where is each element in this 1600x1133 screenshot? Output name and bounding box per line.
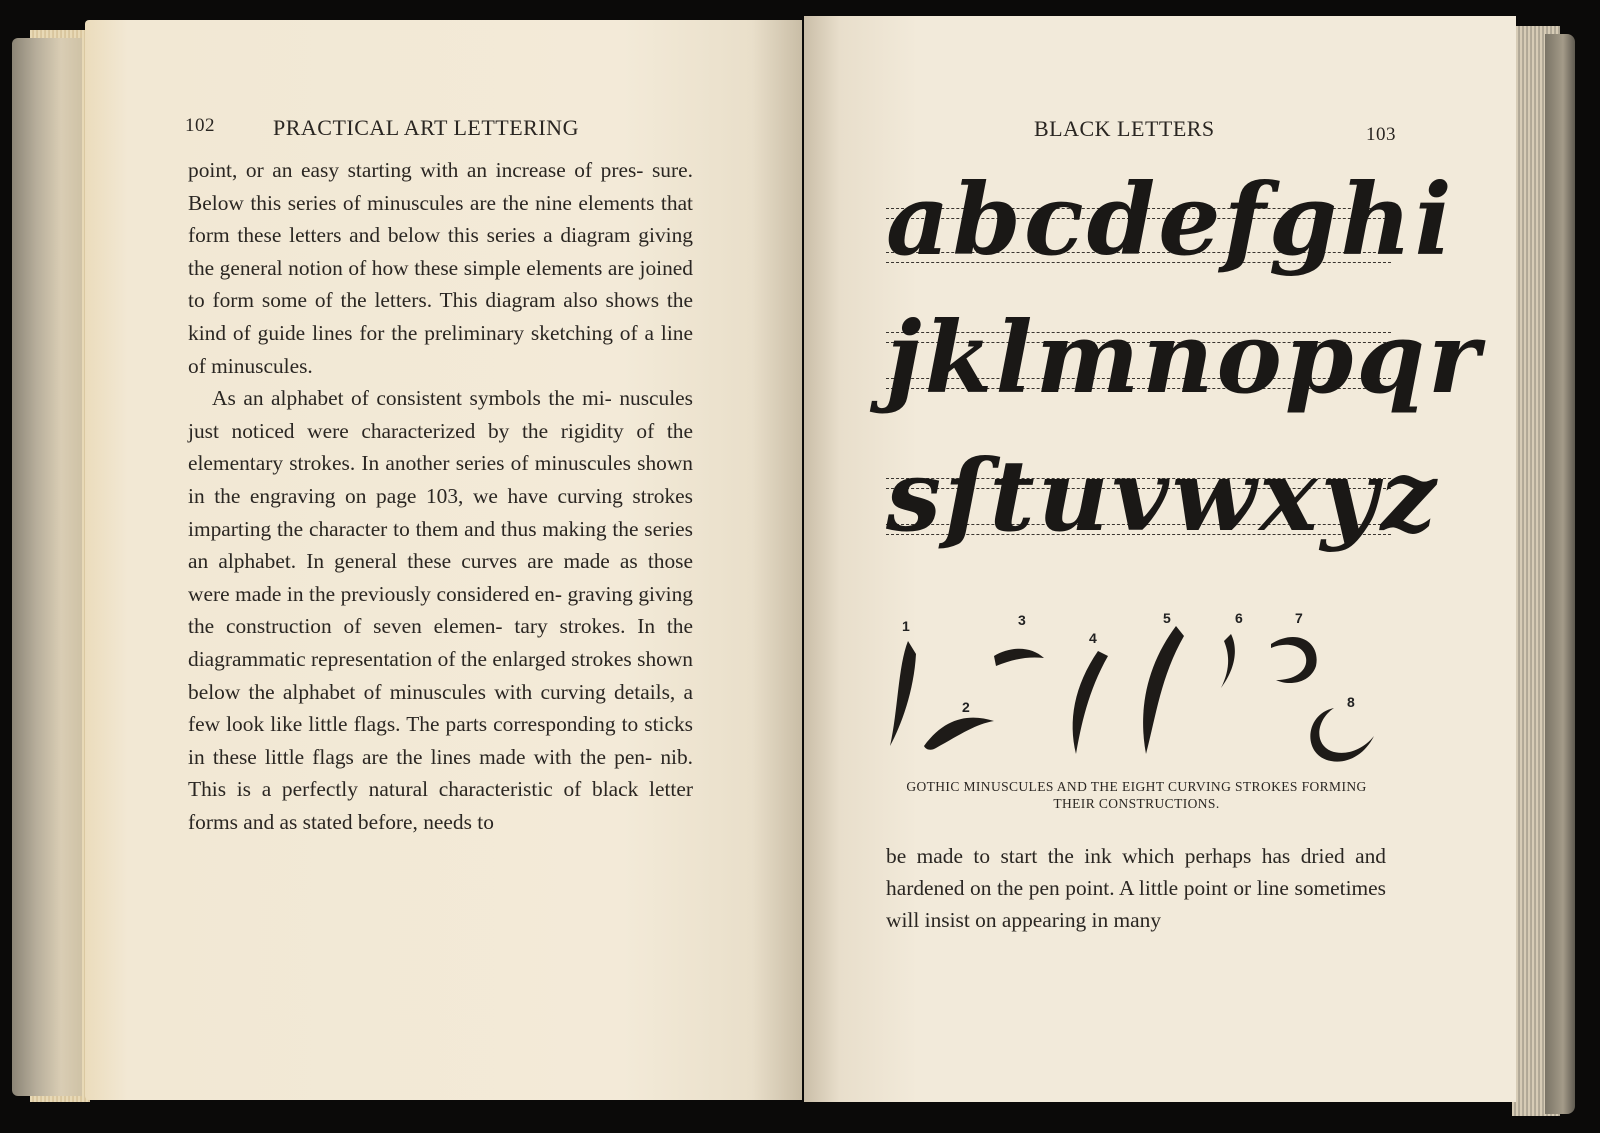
text-line: graving giving the construction of seven elemen- [188,581,693,639]
stroke-number: 8 [1347,694,1355,710]
stroke-3 [994,649,1044,666]
left-body-text [188,154,693,838]
paragraph-1 [188,154,693,382]
stroke-7 [1271,637,1317,683]
stroke-4 [1073,651,1108,754]
stroke-number: 1 [902,618,910,634]
alphabet-letters-a-i: abcdefghi [886,163,1455,278]
engraving-caption [884,778,1389,812]
text-line: those were made in the previously considered en- [188,549,693,606]
left-page-number: 102 [185,115,215,136]
right-page-number: 103 [1366,124,1396,145]
text-line: of minuscules with curving details, a few look like [188,679,693,737]
text-line: of minuscules. [188,353,313,378]
stroke-1 [890,641,916,746]
stroke-number: 5 [1163,610,1171,626]
right-running-head: BLACK LETTERS [1034,116,1215,141]
text-line: series a diagram giving the general notion of how [188,223,693,280]
text-line: nuscules just noticed were characterized by the [188,386,693,443]
text-line: nib. This is a perfectly natural characteristic of [188,744,693,802]
text-line: line sometimes will insist on appearing in many [886,876,1386,932]
stroke-8 [1310,708,1374,762]
text-line: of the enlarged strokes shown below the alphabet [188,646,693,704]
curving-strokes-diagram [876,596,1396,781]
text-line: guide lines for the preliminary sketching of a line [257,320,693,345]
right-page [804,16,1516,1102]
right-cover [1545,34,1575,1114]
text-line: series of minuscules shown in the engraving on [188,451,694,508]
caption-line: THEIR CONSTRUCTIONS. [1053,796,1220,811]
left-cover [12,38,82,1096]
paragraph-2 [188,382,693,838]
left-running-header [185,115,705,149]
stroke-2 [924,718,994,750]
text-line: be made to start the ink which perhaps has dried [886,844,1345,868]
left-page [85,20,802,1100]
stroke-shapes [876,596,1396,781]
left-running-head: PRACTICAL ART LETTERING [273,115,579,140]
gothic-alphabet-engraving [876,163,1483,586]
alphabet-letters-j-r: jklmnopqr [886,301,1483,416]
text-line: point, or an easy starting with an increase of pres- [188,158,644,182]
stroke-number: 3 [1018,612,1026,628]
text-line: character to them and thus making the series an [188,516,693,574]
text-line: elements that form these letters and below this [188,190,694,248]
alphabet-row-1 [876,163,1455,281]
stroke-number: 6 [1235,610,1243,626]
stroke-number: 7 [1295,610,1303,626]
text-line: rigidity of the elementary strokes. In another [188,418,693,476]
text-line: these simple elements are joined to form some of [188,255,693,313]
stroke-5 [1143,626,1184,754]
text-line: alphabet. In general these curves are made as [218,549,638,574]
text-line: the letters. This diagram also shows the kind of [188,288,693,345]
stroke-number: 4 [1089,630,1097,646]
paragraph-3 [886,840,1386,936]
text-line: and hardened on the pen point. A little point or [886,844,1386,900]
text-line: As an alphabet of consistent symbols the mi- [212,386,612,411]
caption-line: GOTHIC MINUSCULES AND THE EIGHT CURVING STROKES FORMING [906,779,1367,794]
right-body-text [886,840,1386,936]
text-line: tary strokes. In the diagrammatic representation [188,614,694,671]
stroke-6 [1221,634,1235,688]
alphabet-row-3 [876,439,1440,557]
right-running-header [1034,116,1484,150]
text-line: black letter forms and as stated before, needs to [188,777,693,834]
text-line: sure. Below this series of minuscules are the nine [188,158,693,215]
text-line: little flags. The parts corresponding to sticks in [188,712,693,769]
text-line: page 103, we have curving strokes imparting the [188,483,693,541]
alphabet-letters-s-z: sſtuvwxyz [886,439,1440,554]
alphabet-row-2 [876,301,1483,419]
stroke-number: 2 [962,699,970,715]
text-line: these little flags are the lines made with the pen- [212,744,653,769]
